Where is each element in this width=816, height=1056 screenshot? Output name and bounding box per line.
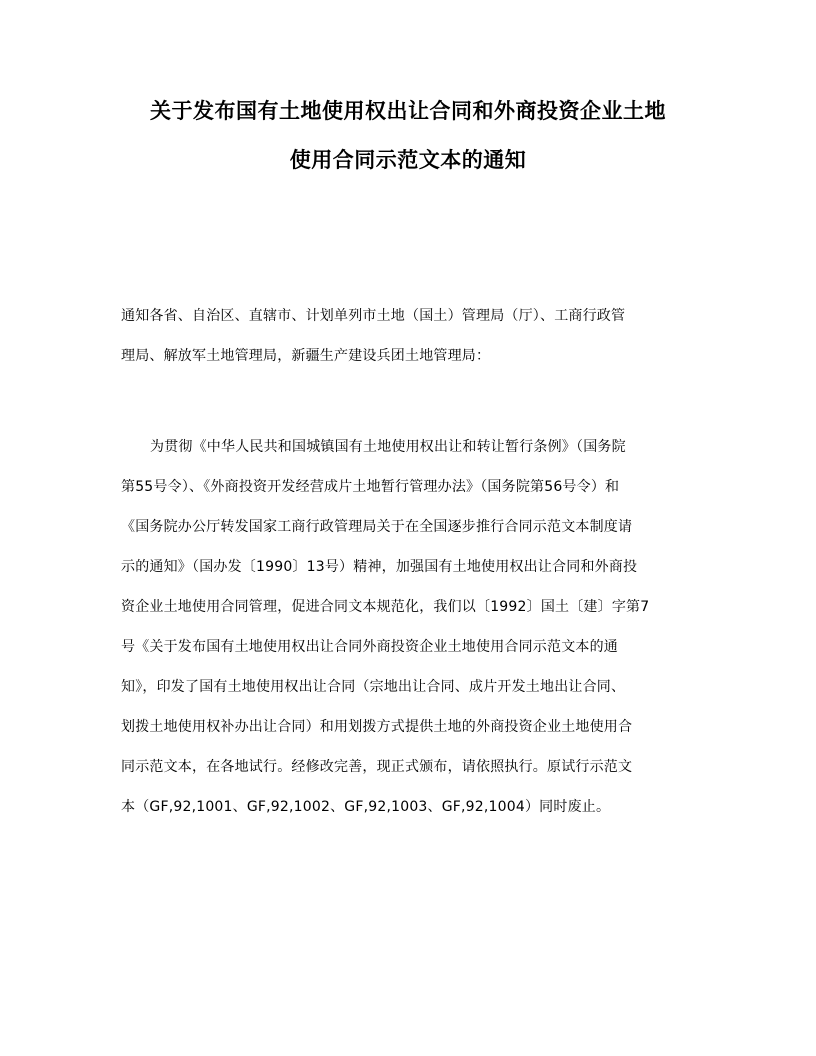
body-line: 号《关于发布国有土地使用权出让合同外商投资企业土地使用合同示范文本的通 xyxy=(121,639,618,655)
addressee-line: 通知各省、自治区、直辖市、计划单列市土地（国土）管理局（厅）、工商行政管 xyxy=(121,308,626,324)
addressee-line: 理局、解放军土地管理局，新疆生产建设兵团土地管理局： xyxy=(121,348,491,364)
body-line: 资企业土地使用合同管理，促进合同文本规范化，我们以〔1992〕国土〔建〕字第7 xyxy=(121,599,650,615)
body-line: 知》，印发了国有土地使用权出让合同（宗地出让合同、成片开发土地出让合同、 xyxy=(121,679,626,695)
body-line: 示的通知》（国办发〔1990〕13号）精神，加强国有土地使用权出让合同和外商投 xyxy=(121,559,638,575)
addressee-paragraph xyxy=(121,305,699,375)
body-line: 第55号令）、《外商投资开发经营成片土地暂行管理办法》（国务院第56号令）和 xyxy=(121,479,620,495)
body-paragraph xyxy=(121,436,699,836)
body-line: 同示范文本，在各地试行。经修改完善，现正式颁布，请依照执行。原试行示范文 xyxy=(121,759,633,775)
body-line: 划拨土地使用权补办出让合同）和用划拨方式提供土地的外商投资企业土地使用合 xyxy=(121,719,633,735)
body-line: 《国务院办公厅转发国家工商行政管理局关于在全国逐步推行合同示范文本制度请 xyxy=(121,519,633,535)
document-title-line-1: 关于发布国有土地使用权出让合同和外商投资企业土地 xyxy=(150,99,666,123)
document-title-line-2: 使用合同示范文本的通知 xyxy=(289,148,527,172)
body-line: 为贯彻《中华人民共和国城镇国有土地使用权出让和转让暂行条例》（国务院 xyxy=(150,439,626,455)
body-line: 本（GF,92,1001、GF,92,1002、GF,92,1003、GF,92,1004）同时废止。 xyxy=(121,799,611,815)
